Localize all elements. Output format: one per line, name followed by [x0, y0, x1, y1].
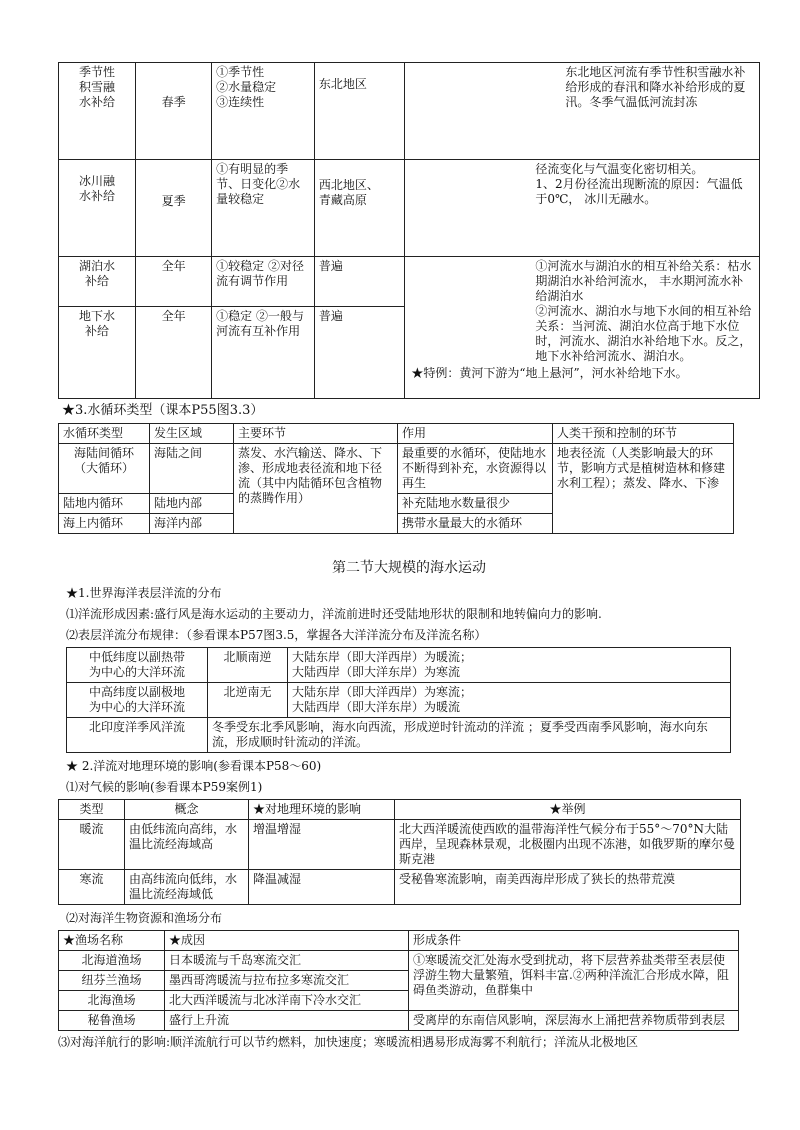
- fishery-cause: 日本暖流与千岛寒流交汇: [165, 950, 409, 970]
- current-distribution-table: [66, 647, 731, 753]
- table-row: [59, 819, 741, 869]
- effect: 降温减湿: [249, 869, 395, 904]
- table-row: [59, 257, 760, 307]
- effect: 增温增湿: [249, 819, 395, 869]
- cycle-human: 地表径流（人类影响最大的环节，影响方式是植树造林和修建水利工程）；蒸发、降水、下渗: [553, 444, 734, 534]
- supply-region: 东北地区: [314, 63, 404, 160]
- supply-features: ①有明显的季节、日变化②水量较稳定: [212, 160, 315, 257]
- zone: 中低纬度以副热带 为中心的大洋环流: [67, 647, 208, 682]
- table-row: [59, 1010, 739, 1030]
- fishery-condition: ①寒暖流交汇处海水受到扰动，将下层营养盐类带至表层使浮游生物大量繁殖，饵料丰富.②两种洋流汇合形成水障，阻碍鱼类游动，鱼群集中: [409, 950, 739, 1010]
- fishery-name: 秘鲁渔场: [59, 1010, 165, 1030]
- col-header: 人类干预和控制的环节: [553, 424, 734, 444]
- supply-season: 春季: [136, 63, 212, 160]
- zone: 中高纬度以副极地 为中心的大洋环流: [67, 682, 208, 717]
- table-row: [59, 950, 739, 970]
- col-header: 水循环类型: [59, 424, 150, 444]
- col-header: 概念: [125, 799, 249, 819]
- table-row: [67, 717, 731, 752]
- table-row: [59, 869, 741, 904]
- table-row: [67, 647, 731, 682]
- col-header: 发生区域: [150, 424, 234, 444]
- fishery-name: 北海渔场: [59, 990, 165, 1010]
- direction: 北逆南无: [208, 682, 288, 717]
- col-header: 形成条件: [409, 930, 739, 950]
- example: 北大西洋暖流使西欧的温带海洋性气候分布于55°～70°N大陆西岸，呈现森林景观，北极圈内出现不冻港，如俄罗斯的摩尔曼斯克港: [395, 819, 741, 869]
- water-cycle-heading: ★3.水循环类型（课本P55图3.3）: [62, 403, 264, 418]
- cycle-main-links: 蒸发、水汽输送、降水、下渗、形成地表径流和地下径流（其中内陆循环包含植物的蒸腾作用）: [234, 444, 398, 534]
- description: 冬季受东北季风影响，海水向西流，形成逆时针流动的洋流 ；夏季受西南季风影响，海水向东流，形成顺时针流动的洋流。: [208, 717, 731, 752]
- cycle-type: 海上内循环: [59, 514, 150, 534]
- col-header: ★举例: [395, 799, 741, 819]
- water-cycle-table: [58, 423, 734, 534]
- supply-region: 西北地区、 青藏高原: [314, 160, 404, 257]
- cycle-area: 陆地内部: [150, 494, 234, 514]
- fishery-cause: 墨西哥湾暖流与拉布拉多寒流交汇: [165, 970, 409, 990]
- description: 大陆东岸（即大洋西岸）为寒流； 大陆西岸（即大洋东岸）为暖流: [288, 682, 731, 717]
- cycle-type: 海陆间循环 （大循环）: [59, 444, 150, 494]
- table-header-row: [59, 424, 734, 444]
- fishery-table: [58, 930, 739, 1031]
- supply-region: 普遍: [314, 307, 404, 399]
- supply-region: 普遍: [314, 257, 404, 307]
- supply-type: 湖泊水 补给: [59, 257, 136, 307]
- fishery-name: 北海道渔场: [59, 950, 165, 970]
- section-title: 第二节大规模的海水运动: [332, 560, 486, 577]
- fishery-condition: 受离岸的东南信风影响，深层海水上涌把营养物质带到表层: [409, 1010, 739, 1030]
- paragraph-4: ⑵对海洋生物资源和渔场分布: [66, 910, 223, 925]
- water-supply-table: [58, 62, 760, 399]
- description: 大陆东岸（即大洋西岸）为暖流； 大陆西岸（即大洋东岸）为寒流: [288, 647, 731, 682]
- supply-features: ①稳定 ②一般与河流有互补作用: [212, 307, 315, 399]
- direction: 北顺南逆: [208, 647, 288, 682]
- table-header-row: [59, 930, 739, 950]
- lake-ground-notes: [405, 257, 760, 399]
- supply-features: ①较稳定 ②对径流有调节作用: [212, 257, 315, 307]
- zone: 北印度洋季风洋流: [67, 717, 208, 752]
- subheading-2: ★ 2.洋流对地理环境的影响(参看课本P58～60): [66, 758, 322, 773]
- supply-type: 季节性 积雪融 水补给: [59, 63, 136, 160]
- cycle-type: 陆地内循环: [59, 494, 150, 514]
- paragraph-5: ⑶对海洋航行的影响:顺洋流航行可以节约燃料，加快速度；寒暖流相遇易形成海雾不利航行；洋流从北极地区: [58, 1034, 639, 1049]
- current-type: 暖流: [59, 819, 125, 869]
- cycle-role: 补充陆地水数量很少: [398, 494, 553, 514]
- cycle-area: 海洋内部: [150, 514, 234, 534]
- subheading-1: ★1.世界海洋表层洋流的分布: [66, 585, 222, 600]
- supply-type: 冰川融 水补给: [59, 160, 136, 257]
- supply-notes: 径流变化与气温变化密切相关。 1、2月份径流出现断流的原因：气温低于0℃， 冰川无融水。: [405, 160, 760, 257]
- col-header: ★对地理环境的影响: [249, 799, 395, 819]
- example: 受秘鲁寒流影响，南美西海岸形成了狭长的热带荒漠: [395, 869, 741, 904]
- cycle-area: 海陆之间: [150, 444, 234, 494]
- fishery-cause: 盛行上升流: [165, 1010, 409, 1030]
- supply-season: 全年: [136, 307, 212, 399]
- table-row: [59, 63, 760, 160]
- cycle-role: 携带水量最大的水循环: [398, 514, 553, 534]
- table-header-row: [59, 799, 741, 819]
- supply-features: ①季节性 ②水量稳定 ③连续性: [212, 63, 315, 160]
- table-row: [67, 682, 731, 717]
- cycle-role: 最重要的水循环，使陆地水不断得到补充，水资源得以再生: [398, 444, 553, 494]
- col-header: 类型: [59, 799, 125, 819]
- col-header: ★渔场名称: [59, 930, 165, 950]
- supply-type: 地下水 补给: [59, 307, 136, 399]
- col-header: 作用: [398, 424, 553, 444]
- special-example: ★特例：黄河下游为“地上悬河”，河水补给地下水。: [411, 366, 688, 380]
- fishery-name: 纽芬兰渔场: [59, 970, 165, 990]
- table-row: [59, 444, 734, 494]
- concept: 由低纬流向高纬，水温比流经海域高: [125, 819, 249, 869]
- fishery-cause: 北大西洋暖流与北冰洋南下冷水交汇: [165, 990, 409, 1010]
- concept: 由高纬流向低纬，水温比流经海域低: [125, 869, 249, 904]
- lake-ground-text: ①河流水与湖泊水的相互补给关系：枯水期湖泊水补给河流水， 丰水期河流水补给湖泊水 ②河流水、湖泊水与地下水间的相互补给关系：当河流、湖泊水位高于地下水位时，河流水、湖泊水补给地下水。反之，地下水补给河流水、湖泊水。: [535, 259, 752, 363]
- climate-table: [58, 799, 741, 905]
- col-header: 主要环节: [234, 424, 398, 444]
- supply-notes: [405, 63, 760, 160]
- supply-season: 夏季: [136, 160, 212, 257]
- supply-notes-text: 东北地区河流有季节性积雪融水补给形成的春汛和降水补给形成的夏汛。冬季气温低河流封冻: [565, 65, 746, 109]
- paragraph-3: ⑴对气候的影响(参看课本P59案例1): [66, 779, 263, 794]
- paragraph-1: ⑴洋流形成因素:盛行风是海水运动的主要动力，洋流前进时还受陆地形状的限制和地转偏向力的影响.: [66, 606, 602, 621]
- page: [0, 62, 800, 1130]
- table-row: [59, 160, 760, 257]
- paragraph-2: ⑵表层洋流分布规律：（参看课本P57图3.5，掌握各大洋洋流分布及洋流名称）: [66, 627, 487, 642]
- supply-season: 全年: [136, 257, 212, 307]
- current-type: 寒流: [59, 869, 125, 904]
- col-header: ★成因: [165, 930, 409, 950]
